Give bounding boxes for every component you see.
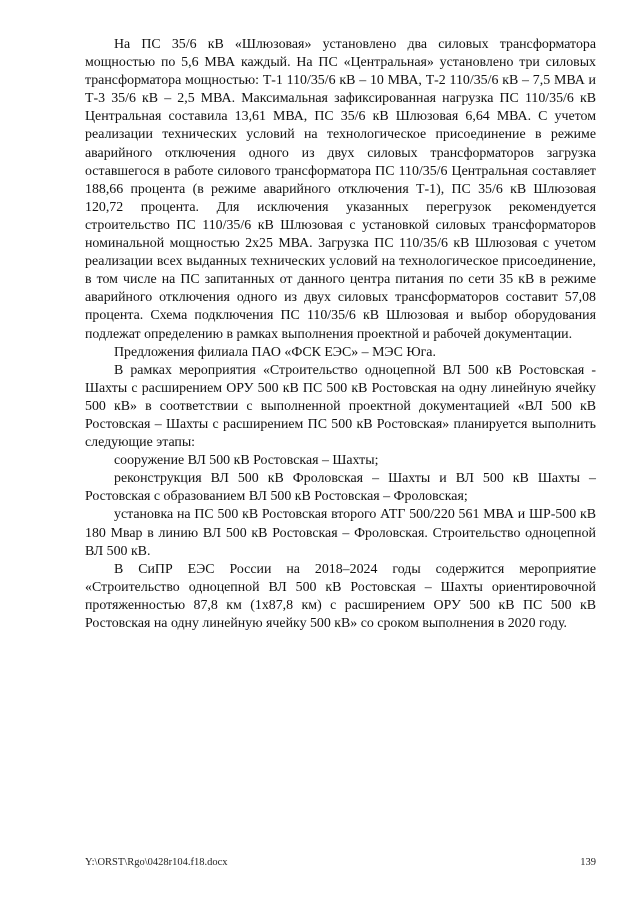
paragraph-shluzovaya-transformers: На ПС 35/6 кВ «Шлюзовая» установлено два силовых трансформатора мощностью по 5,6 МВА каждый. На ПС «Центральная» установлено три силовых трансформатора мощностью: Т-1 110/35/6 кВ – 10 МВА, Т-2 110/35/6 кВ – 7,5 МВА и Т-3 35/6 кВ – 2,5 МВА. Максимальная зафиксированная нагрузка ПС 110/35/6 кВ Центральная составила 13,61 МВА, ПС 35/6 кВ Шлюзовая 6,64 МВА. С учетом реализации технических условий на технологическое присоединение в режиме аварийного отключения одного из двух силовых трансформаторов загрузка оставшегося в работе силового трансформатора ПС 110/35/6 Центральная составляет 188,66 процента (в режиме аварийного отключения Т-1), ПС 35/6 кВ Шлюзовая 120,72 процента. Для исключения указанных перегрузок рекомендуется строительство ПС 110/35/6 кВ Шлюзовая с установкой силовых трансформаторов номинальной мощностью 2x25 МВА. Загрузка ПС 110/35/6 кВ Шлюзовая с учетом реализации всех выданных технических условий на технологическое присоединение, в том числе на ПС запитанных от данного центра питания по сети 35 кВ в режиме аварийного отключения одного из двух силовых трансформаторов составит 57,08 процента. Схема подключения ПС 110/35/6 кВ Шлюзовая и выбор оборудования подлежат определению в рамках выполнения проектной и рабочей документации. [85,37,596,342]
paragraph-fsk-proposals: Предложения филиала ПАО «ФСК ЕЭС» – МЭС Юга. [114,344,436,360]
list-item-installation: установка на ПС 500 кВ Ростовская второго АТГ 500/220 561 МВА и ШР-500 кВ 180 Мвар в линию ВЛ 500 кВ Ростовская – Фроловская. Строительство одноцепной ВЛ 500 кВ. [85,507,596,559]
footer-page-number: 139 [580,857,596,868]
list-item-construction: сооружение ВЛ 500 кВ Ростовская – Шахты; [114,453,379,469]
list-item-reconstruction: реконструкция ВЛ 500 кВ Фроловская – Шахты и ВЛ 500 кВ Шахты – Ростовская с образованием ВЛ 500 кВ Ростовская – Фроловская; [85,471,596,505]
footer-file-path: Y:\ORST\Rgo\0428r104.f18.docx [85,857,228,868]
body-text [85,36,596,633]
paragraph-sipr-measure: В СиПР ЕЭС России на 2018–2024 годы содержится мероприятие «Строительство одноцепной ВЛ 500 кВ Ростовская – Шахты ориентировочной протяженностью 87,8 км (1x87,8 км) с расширением ОРУ 500 кВ ПС 500 кВ Ростовская на одну линейную ячейку 500 кВ» со сроком выполнения в 2020 году. [85,561,596,631]
paragraph-vl500-measure: В рамках мероприятия «Строительство одноцепной ВЛ 500 кВ Ростовская - Шахты с расширением ОРУ 500 кВ ПС 500 кВ Ростовская на одну линейную ячейку 500 кВ» в соответствии с выполненной проектной документацией «ВЛ 500 кВ Ростовская – Шахты с расширением ПС 500 кВ Ростовская» планируется выполнить следующие этапы: [85,362,596,451]
